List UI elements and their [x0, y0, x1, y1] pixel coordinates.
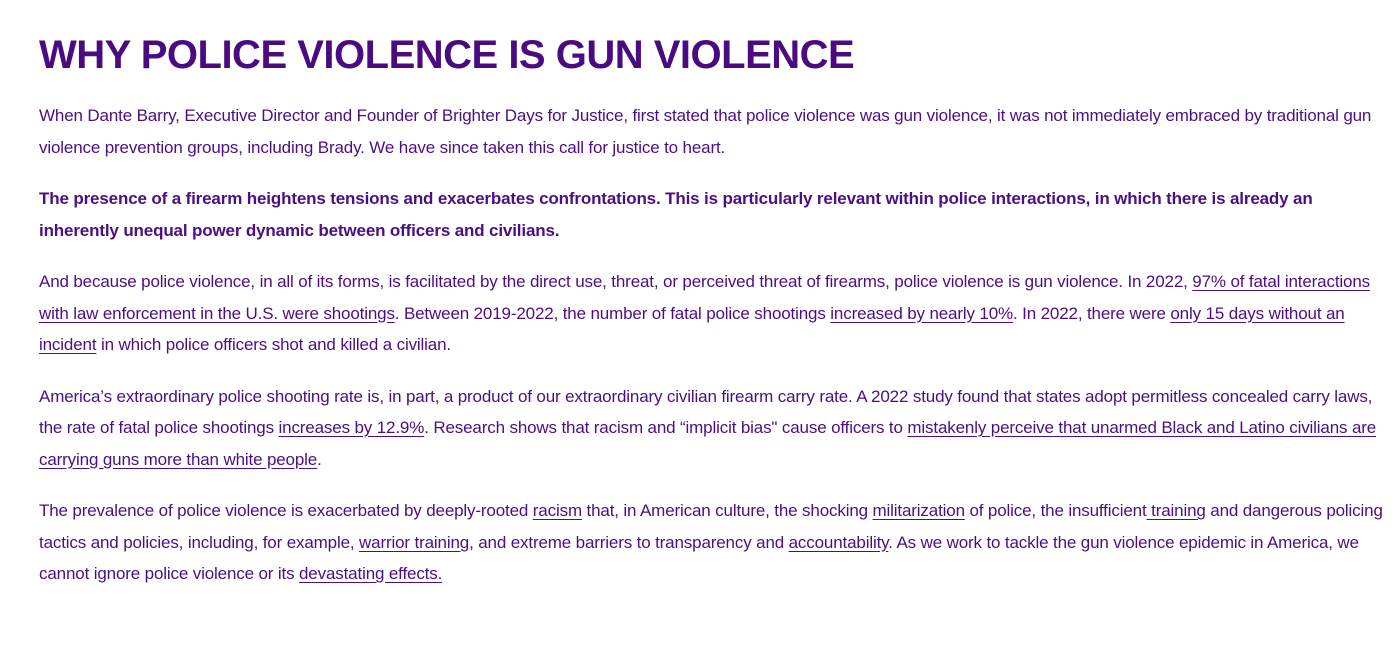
paragraph-text: and dangerous policing tactics and policies, including, for example, — [39, 501, 1383, 552]
paragraph-text: And because police violence, in all of its forms, is facilitated by the direct use, threat, or perceived threat of firearms, police violence is gun violence. In 2022, — [39, 272, 1193, 291]
statistics-paragraph — [39, 266, 1384, 361]
paragraph-text: in which police officers shot and killed a civilian. — [96, 335, 451, 354]
intro-paragraph — [39, 100, 1384, 163]
paragraph-text: . As we work to tackle the gun violence epidemic in America, we cannot ignore police violence or its — [39, 532, 1359, 583]
paragraph-text: . In 2022, there were — [1013, 303, 1171, 323]
days-without-incident-link[interactable]: only 15 days without an incident — [39, 303, 1345, 354]
permitless-carry-study-link[interactable]: increases by 12.9% — [278, 418, 425, 437]
article — [39, 30, 1384, 610]
emphasis-text: The presence of a firearm heightens tensions and exacerbates confrontations. This is particularly relevant within police interactions, in which there is already an inherently unequal power dynamic between officers and civilians. — [39, 189, 1313, 240]
paragraph-text: . Between 2019-2022, the number of fatal police shootings — [394, 303, 831, 323]
training-link[interactable]: training — [1146, 501, 1206, 520]
warrior-training-link[interactable]: warrior training — [359, 532, 470, 552]
racism-link[interactable]: racism — [532, 501, 582, 520]
carry-rate-paragraph — [39, 381, 1384, 476]
increased-shootings-link[interactable]: increased by nearly 10% — [830, 303, 1013, 323]
prevalence-paragraph — [39, 495, 1384, 590]
paragraph-text: . Research shows that racism and “implicit bias" cause officers to — [424, 418, 908, 437]
paragraph-text: of police, the insufficient — [964, 501, 1147, 520]
implicit-bias-research-link[interactable]: mistakenly perceive that unarmed Black and Latino civilians are carrying guns more than white people — [39, 418, 1377, 469]
paragraph-text: . — [317, 449, 322, 469]
paragraph-text: , and extreme barriers to transparency and — [469, 532, 789, 552]
fatal-interactions-link[interactable]: 97% of fatal interactions with law enforcement in the U.S. were shootings — [39, 272, 1370, 323]
paragraph-text: America’s extraordinary police shooting rate is, in part, a product of our extraordinary civilian firearm carry rate. A 2022 study found that states adopt permitless concealed carry laws, the rate of fatal police shootings — [39, 386, 1373, 437]
page-title: WHY POLICE VIOLENCE IS GUN VIOLENCE — [39, 33, 855, 77]
militarization-link[interactable]: militarization — [872, 501, 965, 520]
paragraph-text: The prevalence of police violence is exacerbated by deeply-rooted — [39, 501, 533, 520]
emphasis-paragraph — [39, 183, 1384, 246]
paragraph-text: that, in American culture, the shocking — [581, 501, 873, 520]
intro-text: When Dante Barry, Executive Director and Founder of Brighter Days for Justice, first stated that police violence was gun violence, it was not immediately embraced by traditional gun violence prevention groups, including Brady. We have since taken this call for justice to heart. — [39, 106, 1372, 157]
devastating-effects-link[interactable]: devastating effects. — [299, 564, 443, 583]
accountability-link[interactable]: accountability — [788, 532, 889, 552]
